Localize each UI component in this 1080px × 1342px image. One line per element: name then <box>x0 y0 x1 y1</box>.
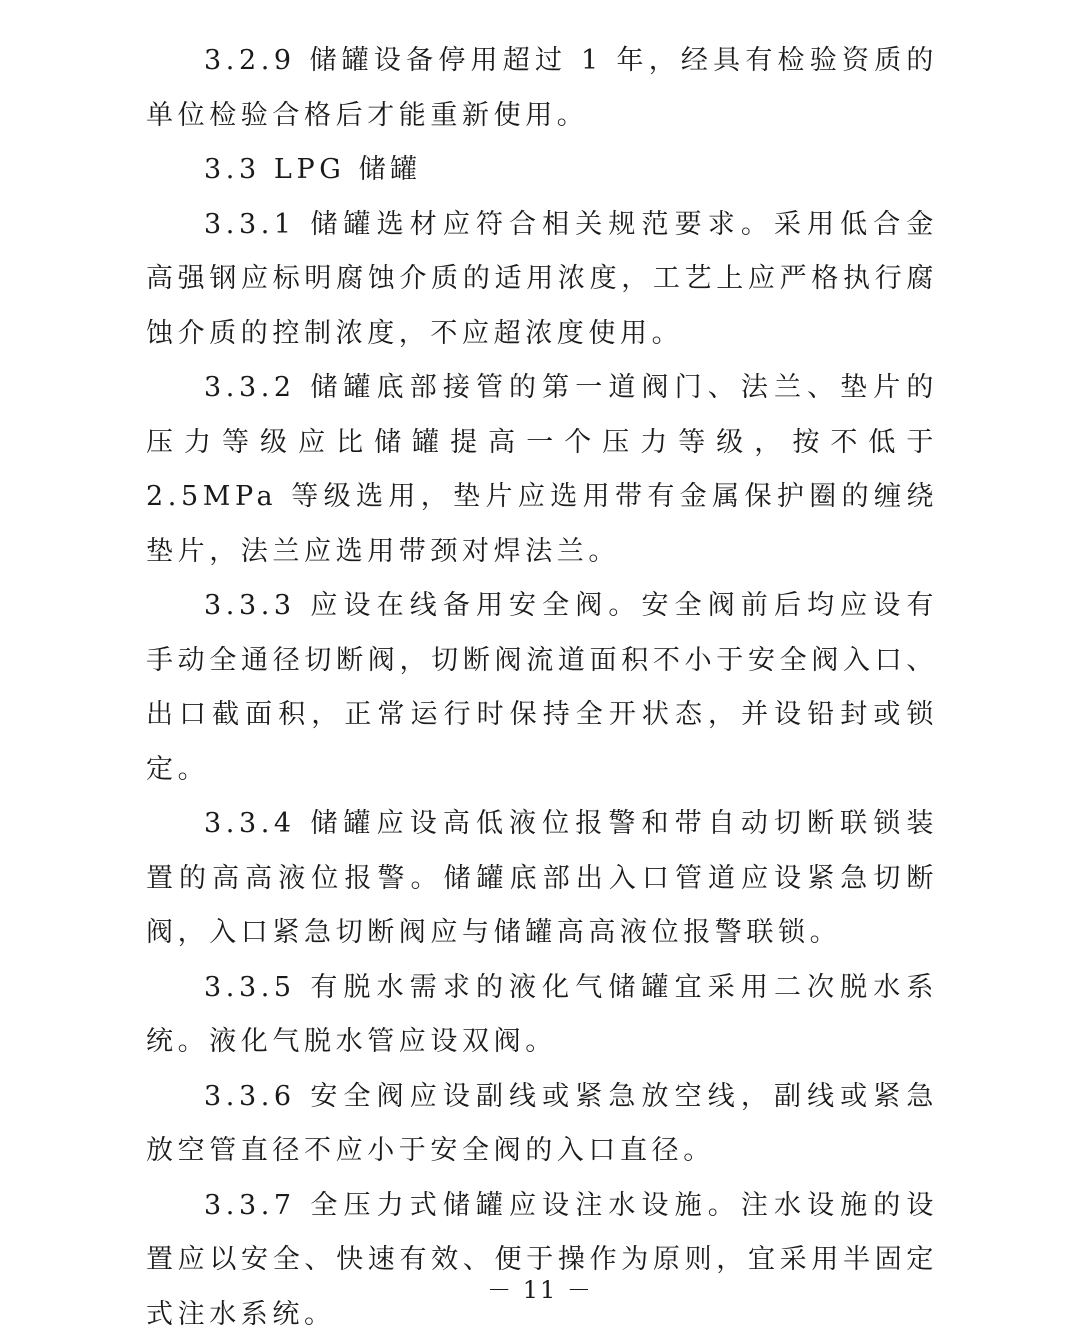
document-body <box>146 34 938 1342</box>
clause-3-3-1: 3.3.1 储罐选材应符合相关规范要求。采用低合金高强钢应标明腐蚀介质的适用浓度，工艺上应严格执行腐蚀介质的控制浓度，不应超浓度使用。 <box>146 198 938 362</box>
page-number: － 11 － <box>0 1270 1080 1305</box>
clause-3-3-3: 3.3.3 应设在线备用安全阀。安全阀前后均应设有手动全通径切断阀，切断阀流道面积不小于安全阀入口、出口截面积，正常运行时保持全开状态，并设铅封或锁定。 <box>146 579 938 797</box>
clause-3-2-9: 3.2.9 储罐设备停用超过 1 年，经具有检验资质的单位检验合格后才能重新使用。 <box>146 34 938 143</box>
clause-3-3-4: 3.3.4 储罐应设高低液位报警和带自动切断联锁装置的高高液位报警。储罐底部出入口管道应设紧急切断阀，入口紧急切断阀应与储罐高高液位报警联锁。 <box>146 797 938 961</box>
clause-3-3-5: 3.3.5 有脱水需求的液化气储罐宜采用二次脱水系统。液化气脱水管应设双阀。 <box>146 961 938 1070</box>
clause-3-3-6: 3.3.6 安全阀应设副线或紧急放空线，副线或紧急放空管直径不应小于安全阀的入口直径。 <box>146 1070 938 1179</box>
clause-3-3-2: 3.3.2 储罐底部接管的第一道阀门、法兰、垫片的压力等级应比储罐提高一个压力等级，按不低于 2.5MPa 等级选用，垫片应选用带有金属保护圈的缠绕垫片，法兰应选用带颈对焊法兰。 <box>146 361 938 579</box>
section-heading-3-3: 3.3 LPG 储罐 <box>146 143 938 198</box>
clause-3-3-7: 3.3.7 全压力式储罐应设注水设施。注水设施的设置应以安全、快速有效、便于操作为原则，宜采用半固定式注水系统。 <box>146 1179 938 1342</box>
